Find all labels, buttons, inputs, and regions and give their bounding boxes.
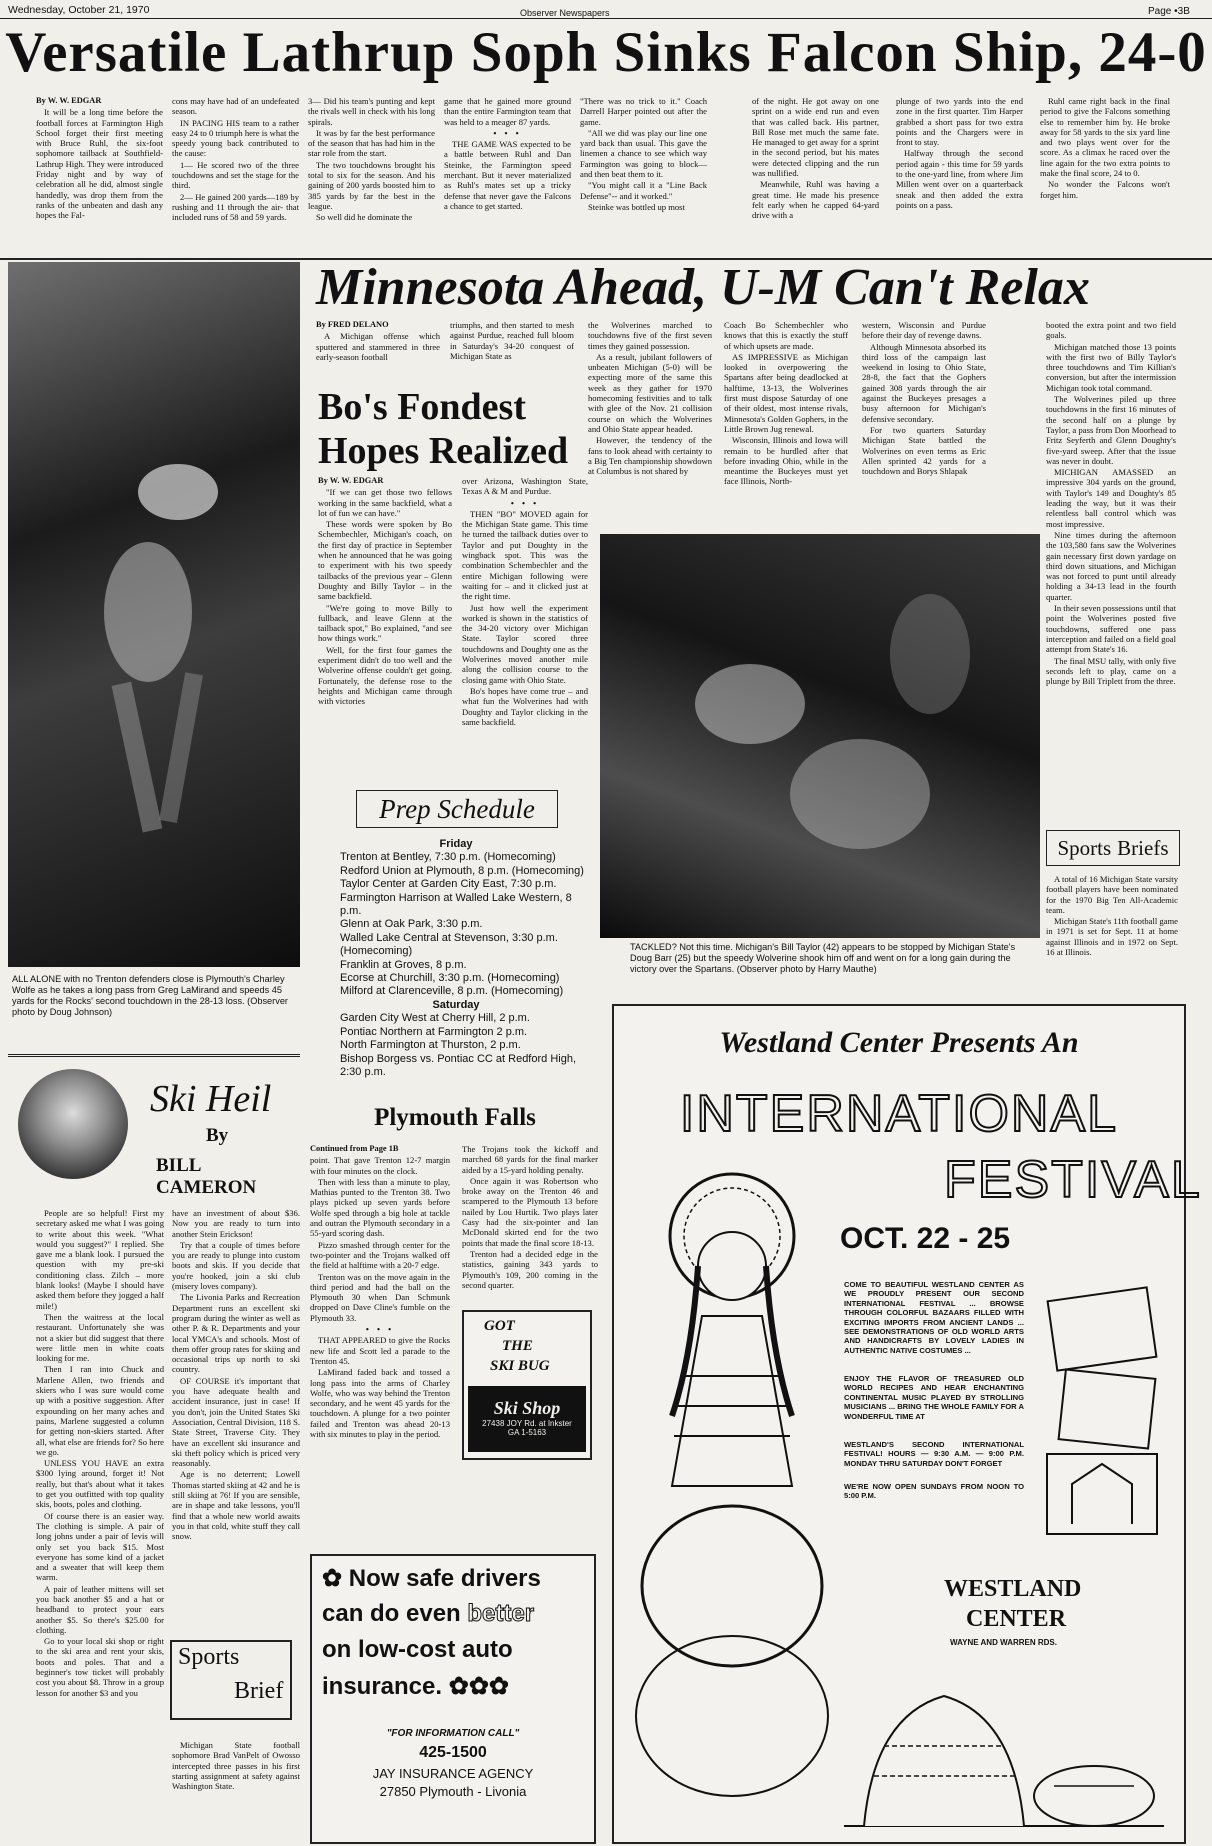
lathrup-col-4 bbox=[444, 96, 571, 254]
sports-briefs-title-2: Briefs bbox=[1117, 835, 1169, 860]
insurance-phone: 425-1500 bbox=[419, 1744, 487, 1761]
paragraph: In their seven possessions until that point the Wolverines posted five touchdowns, suffered one pass interception and failed on a field goal attempt from State's 16. bbox=[1046, 603, 1176, 655]
sports-brief-title-2: Brief bbox=[234, 1678, 284, 1704]
westland-body-4: WE'RE NOW OPEN SUNDAYS FROM NOON TO 5:00 P.M. bbox=[844, 1482, 1024, 1501]
ski-shop-the: THE bbox=[502, 1338, 533, 1354]
schedule-game: Bishop Borgess vs. Pontiac CC at Redford High, 2:30 p.m. bbox=[340, 1052, 577, 1078]
lathrup-col-8 bbox=[1040, 96, 1170, 254]
schedule-game: Pontiac Northern at Farmington 2 p.m. bbox=[340, 1025, 528, 1038]
minnesota-headline: Minnesota Ahead, U-M Can't Relax bbox=[316, 259, 1090, 316]
paragraph: However, the tendency of the fans to look ahead with certainty to a Big Ten championship showdown at Columbus is not shared by bbox=[588, 435, 712, 477]
westland-body-3: WESTLAND'S SECOND INTERNATIONAL FESTIVAL! HOURS — 9:30 A.M. — 9:00 P.M. MONDAY THRU SATURDAY DON'T FORGET bbox=[844, 1440, 1024, 1468]
dots-separator: • • • bbox=[510, 497, 540, 508]
paragraph: Then with less than a minute to play, Mathias punted to the Trenton 38. Two plays picked up seven yards before Wolfe sped through a big hole at tackle and outran the Plymouth secondary in a 55-yard scoring dash. bbox=[310, 1176, 450, 1239]
paragraph: over Arizona, Washington State, Texas A & M and Purdue. bbox=[462, 476, 588, 497]
paragraph: Wisconsin, Illinois and Iowa will remain to be hurdled after that before invading Ohio, while in the meantime the Buckeyes must yet face Illinois, North- bbox=[724, 435, 848, 487]
paragraph: IN PACING HIS team to a rather easy 24 to 0 triumph here is what the speedy young back contributed to the cause: bbox=[172, 117, 299, 159]
lathrup-col-2 bbox=[172, 96, 299, 254]
schedule-game: Garden City West at Cherry Hill, 2 p.m. bbox=[340, 1012, 530, 1025]
paragraph: The two touchdowns brought his total to six for the season. And his gaining of 200 yards boosted him to 385 yards by far the best in the league. bbox=[308, 159, 435, 211]
minnesota-col-2 bbox=[450, 320, 574, 370]
paragraph: Ruhl came right back in the final period to give the Falcons something else to remember him by. He broke away for 58 yards to the six yard line and two plays went over for the score. As a climax he raced over the line again for the two extra points to make the final score, 24 to 0. bbox=[1040, 96, 1170, 179]
paragraph: For two quarters Saturday Michigan State battled the Wolverines on even terms as Eric Allen sprinted 42 yards for a touchdown and Borys Shlapak bbox=[862, 424, 986, 477]
ski-heil-title: Ski Heil bbox=[150, 1078, 272, 1120]
westland-international: INTERNATIONAL bbox=[679, 1085, 1119, 1143]
paragraph: People are so helpful! First my secretary asked me what I was going to write about this week. "What would you suggest?" I replied. She gave me a blank look. I pursued the question with my pre-ski conditioning class. Zilch – more blank looks! (Maybe I should have asked them before they jogged a half mile!) bbox=[36, 1208, 164, 1311]
paragraph: Trenton had a decided edge in the statistics, gaining 343 yards to Plymouth's 109, 200 coming in the second quarter. bbox=[462, 1248, 598, 1290]
paragraph: 2— He gained 200 yards—189 by rushing and 11 through the air- that included runs of 58 and 59 yards. bbox=[172, 191, 299, 223]
lathrup-col-3 bbox=[308, 96, 435, 254]
bos-col-1 bbox=[318, 476, 452, 784]
byline: By W. W. EDGAR bbox=[318, 476, 384, 485]
dots-separator: • • • bbox=[493, 127, 522, 138]
paragraph: "You might call it a "Line Back Defense"-- and it worked." bbox=[580, 180, 707, 201]
insurance-line-2b: better bbox=[467, 1600, 535, 1627]
plymouth-col-2 bbox=[462, 1144, 598, 1304]
ski-heil-header bbox=[8, 1054, 300, 1197]
sports-brief-title-1: Sports bbox=[178, 1644, 240, 1670]
lathrup-headline: Versatile Lathrup Soph Sinks Falcon Ship, 24-0 bbox=[5, 21, 1207, 84]
insurance-line-1 bbox=[322, 1564, 541, 1593]
masthead-page: Page •3B bbox=[1148, 6, 1190, 17]
insurance-line-2a: can do even bbox=[322, 1600, 468, 1627]
paragraph: Bo's hopes have come true – and what fun the Wolverines had with Doughty and Taylor clicking in the same backfield. bbox=[462, 685, 588, 727]
westland-address: WAYNE AND WARREN RDS. bbox=[950, 1638, 1057, 1647]
westland-ad[interactable] bbox=[612, 1004, 1202, 1844]
paragraph: "If we can get those two fellows working in the same backfield, what a lot of fun we can have." bbox=[318, 487, 452, 518]
paragraph: The Livonia Parks and Recreation Department runs an excellent ski program during the winter as well as other P. & R. Departments and your local YMCA's and schools. Most of them offer group rates for skiing and occasional trips up north to ski country. bbox=[172, 1292, 300, 1375]
paragraph: Coach Bo Schembechler who knows that this is exactly the stuff of which upsets are made. bbox=[724, 320, 848, 351]
paragraph: The final MSU tally, with only five seconds left to play, came on a plunge by Bill Triplett from the three. bbox=[1046, 655, 1176, 687]
westland-script-title: Westland Center Presents An bbox=[719, 1026, 1079, 1059]
paragraph: Halfway through the second period again - this time for 59 yards to the one-yard line, from where Jim Millen went over on a quarterback sneak and then added the extra points on a pass. bbox=[896, 148, 1023, 210]
sports-brief-text bbox=[172, 1740, 300, 1838]
paragraph: The Trojans took the kickoff and marched 68 yards for the final marker aided by a 15-yard holding penalty. bbox=[462, 1144, 598, 1175]
ski-shop-phone: GA 1-5163 bbox=[507, 1428, 547, 1437]
paragraph: Michigan matched those 13 points with the first two of Billy Taylor's three touchdowns and Tim Killian's conversion, but after the intermission Michigan took total command. bbox=[1046, 341, 1176, 393]
paragraph: So well did he dominate the bbox=[316, 212, 413, 223]
prep-schedule-title: Prep Schedule bbox=[379, 793, 535, 824]
ski-heil-author: BILL CAMERON bbox=[156, 1155, 257, 1198]
sports-briefs-header bbox=[1046, 830, 1180, 866]
bos-col-2 bbox=[462, 476, 588, 784]
paragraph: booted the extra point and two field goals. bbox=[1046, 320, 1176, 341]
insurance-agency: JAY INSURANCE AGENCY bbox=[372, 1766, 534, 1781]
lathrup-col-6 bbox=[752, 96, 879, 254]
paragraph: AS IMPRESSIVE as Michigan looked in overpowering the Spartans after being deadlocked at halftime, 13-13, the Wolverines first must dispose Saturday of one of their oldest, most intense rivals, Minnesota's Golden Gophers, in the Little Brown Jug renewal. bbox=[724, 351, 848, 434]
westland-body-1: COME TO BEAUTIFUL WESTLAND CENTER AS WE PROUDLY PRESENT OUR SECOND INTERNATIONAL FESTIVAL ... BROWSE THROUGH COLORFUL BAZAARS FILLED WITH EXCITING IMPORTS FROM ANCIENT LANDS ... SEE DEMONSTRATIONS OF OLD WORLD ARTS AND HANDICRAFTS BY LOVELY LADIES IN AUTHENTIC NATIVE COSTUMES ... bbox=[844, 1280, 1024, 1355]
byline: By FRED DELANO bbox=[316, 320, 389, 329]
paragraph: Meanwhile, Ruhl was having a great time. He made his presence felt early when he capped 64-yard drive with a bbox=[752, 179, 879, 221]
photo-plymouth-receiver bbox=[8, 262, 300, 967]
insurance-ad[interactable] bbox=[310, 1554, 596, 1844]
paragraph: Try that a couple of times before you are ready to plunge into custom boots and skis. If you decide that you're hooked, join a ski club (misery loves company). bbox=[172, 1239, 300, 1292]
paragraph: Once again it was Robertson who broke away on the Trenton 46 and scampered to the Plymouth 13 before nailed by Lou Hurtik. Two plays later Casy had the six-pointer and Ian McDonald skirted end for the two points that made the final score 18-13. bbox=[462, 1175, 598, 1248]
paragraph: western, Wisconsin and Purdue before their day of revenge dawns. bbox=[862, 320, 986, 341]
paragraph: OF COURSE it's important that you have adequate health and accident insurance, just in case! If you don't, join the United States Ski Association, Central Division, 118 S. State Street, Traverse City. They have an excellent ski insurance and ski theft policy which is priced very reasonably. bbox=[172, 1375, 300, 1469]
flower-icons: ✿✿✿ bbox=[442, 1673, 510, 1700]
paragraph: It was by far the best performance of the season that has had him in the star role from the start. bbox=[308, 127, 435, 159]
paragraph: THE GAME WAS expected to be a battle between Ruhl and Dan Steinke, the Farmington speed merchant. But it never materialized as Ruhl's mates set up a tricky defense that never gave the Falcons a chance to get started. bbox=[444, 139, 571, 211]
minnesota-col-3 bbox=[588, 320, 712, 532]
lathrup-col-7 bbox=[896, 96, 1023, 254]
dots-separator: • • • bbox=[365, 1324, 395, 1335]
photo-graphic bbox=[8, 262, 300, 967]
flower-icon: ✿ bbox=[322, 1565, 349, 1592]
ski-col-2 bbox=[172, 1208, 300, 1628]
paragraph: These words were spoken by Bo Schembechler, Michigan's coach, on the first day of practice in September when he announced that he was going to experiment with his two speedy tailbacks of the previous year – Glenn Doughty and Billy Taylor – in the same backfield. bbox=[318, 519, 452, 602]
prep-schedule-list bbox=[318, 838, 594, 1078]
schedule-game: Ecorse at Churchill, 3:30 p.m. (Homecoming) bbox=[340, 972, 560, 985]
schedule-game: Trenton at Bentley, 7:30 p.m. (Homecoming) bbox=[340, 851, 556, 864]
schedule-game: Farmington Harrison at Walled Lake Western, 8 p.m. bbox=[340, 891, 572, 918]
ski-shop-banner bbox=[468, 1386, 586, 1452]
schedule-day-friday: Friday bbox=[439, 838, 473, 850]
landmark-postcards-illustration bbox=[1032, 1284, 1172, 1544]
photo2-caption: TACKLED? Not this time. Michigan's Bill Taylor (42) appears to be stopped by Michigan State's Doug Barr (25) but the speedy Wolverine shook him off and went on for a long gain during the victory over the Spartans. (Observer photo by Harry Mauthe) bbox=[630, 942, 1016, 974]
paragraph: the Wolverines marched to touchdowns five of the first seven times they gained possession. bbox=[588, 320, 712, 351]
westland-center-2: CENTER bbox=[966, 1606, 1067, 1632]
paragraph: LaMirand faded back and tossed a long pass into the arms of Charley Wolfe, who was way behind the Trenton secondary, and he went 45 yards for the touchdown. A plunge for a two pointer failed and Trenton was ahead 20-13 with six minutes to play in the period. bbox=[310, 1367, 450, 1440]
festival-lady-illustration bbox=[632, 1156, 832, 1816]
westland-festival: FESTIVAL bbox=[944, 1151, 1202, 1209]
ski-shop-name: Ski Shop bbox=[493, 1398, 561, 1418]
schedule-game: Walled Lake Central at Stevenson, 3:30 p.m. (Homecoming) bbox=[340, 931, 558, 958]
paragraph: Age is no deterrent; Lowell Thomas started skiing at 42 and he is still skiing at 76! If you are sensible, are in shape and take lessons, you'll find that a whole new world awaits you in that cold, white stuff they call snow. bbox=[172, 1469, 300, 1542]
paragraph: Steinke was bottled up most bbox=[588, 201, 685, 212]
paragraph: of the night. He got away on one sprint on a wide end run and even that was called back. His partner, Bill Rose met much the same fate. He managed to get away for a sprint in the second period, but his mates were detected clipping and the run was nullified. bbox=[752, 96, 879, 179]
masthead-paper: Observer Newspapers bbox=[520, 8, 610, 18]
insurance-call: "FOR INFORMATION CALL" bbox=[386, 1728, 520, 1739]
paragraph: Trenton was on the move again in the third period and had the ball on the Plymouth 30 when Dan Schmunk dropped on Dave Cline's fumble on the Plymouth 33. bbox=[310, 1271, 450, 1323]
paragraph: Then the waitress at the local restaurant. Unfortunately she was not a skier but did suggest that there were little men in white coats looking for me. bbox=[36, 1311, 164, 1364]
plymouth-col-1 bbox=[310, 1144, 450, 1472]
paragraph: As a result, jubilant followers of unbeaten Michigan (5-0) will be expecting more of the same this week as they gather for 1970 homecoming festivities and to talk with glee of the Nov. 21 collision course on which the Wolverines and Ohio State appear headed. bbox=[588, 351, 712, 434]
insurance-line-1-text: Now safe drivers bbox=[348, 1565, 541, 1592]
paragraph: game that he gained more ground than the entire Farmington team that was held to a meager 87 yards. bbox=[444, 96, 571, 127]
westland-center-1: WESTLAND bbox=[944, 1576, 1082, 1602]
schedule-game: Milford at Clarenceville, 8 p.m. (Homecoming) bbox=[340, 985, 564, 998]
paragraph: Michigan State's 11th football game in 1971 is set for Sept. 11 at home against Illinois and in 1972 on Sept. 16 at Illinois. bbox=[1046, 916, 1178, 958]
sports-briefs-text bbox=[1046, 874, 1178, 994]
paragraph: have an investment of about $36. Now you are ready to turn into another Stein Erickson! bbox=[172, 1208, 300, 1239]
paragraph: 1— He scored two of the three touchdowns and set the stage for the third. bbox=[172, 159, 299, 191]
westland-body-2: ENJOY THE FLAVOR OF TREASURED OLD WORLD RECIPES AND HEAR ENCHANTING CONTINENTAL MUSIC PLAYED BY STROLLING MUSICIANS ... BRING THE WHOLE FAMILY FOR A WONDERFUL TIME AT bbox=[844, 1374, 1024, 1421]
paragraph: THAT APPEARED to give the Rocks new life and Scott led a parade to the Trenton 45. bbox=[310, 1335, 450, 1366]
photo-tackle bbox=[600, 534, 1040, 938]
minnesota-col-1 bbox=[316, 320, 440, 370]
insurance-line-3: on low-cost auto bbox=[322, 1636, 513, 1663]
paragraph: 3— Did his team's punting and kept the rivals well in check with his long spirals. bbox=[308, 96, 435, 127]
paragraph: plunge of two yards into the end zone in the first quarter. Tim Harper grabbed a short pass for two extra points and the Chargers were in front to stay. bbox=[896, 96, 1023, 148]
prep-schedule-header bbox=[356, 790, 558, 828]
paragraph: "All we did was play our line one yard back than usual. This gave the linemen a chance to see which way Farmington was going to block—and then beat them to it. bbox=[580, 127, 707, 180]
insurance-line-4-text: insurance. bbox=[322, 1673, 443, 1700]
paragraph: Michigan State football sophomore Brad VanPelt of Owosso intercepted three passes in his first starting assignment at safety against Washington State. bbox=[172, 1740, 300, 1792]
paragraph: Go to your local ski shop or right to the ski area and rent your skis, boots and poles. That and a beginner's tow ticket will probably cost you about $8. Throw in a group lesson for another $3 and you bbox=[36, 1636, 164, 1698]
paragraph: Of course there is an easier way. The clothing is simple. A pair of long johns under a pair of levis will only set you back $15. Most everyone has some kind of a jacket and a sweater that will keep them warm. bbox=[36, 1510, 164, 1583]
paragraph: Pizzo smashed through center for the two-pointer and the Trojans walked off the field at halftime with a 20-7 edge. bbox=[310, 1239, 450, 1271]
photo1-caption: ALL ALONE with no Trenton defenders close is Plymouth's Charley Wolfe as he takes a long pass from Greg LaMirand and speeds 45 yards for the Rocks' second touchdown in the 28-13 loss. (Observer photo by Doug Johnson) bbox=[12, 974, 288, 1017]
ski-shop-address: 27438 JOY Rd. at Inkster bbox=[482, 1419, 572, 1428]
sports-brief-box bbox=[170, 1640, 292, 1720]
paragraph: "We're going to move Billy to fullback, and leave Glenn at the tailback spot," Bo explained, "and see how things work." bbox=[318, 602, 452, 644]
schedule-game: Redford Union at Plymouth, 8 p.m. (Homecoming) bbox=[340, 864, 584, 877]
lathrup-col-1 bbox=[36, 96, 163, 254]
lathrup-col-5 bbox=[580, 96, 707, 254]
bos-headline-1: Bo's Fondest bbox=[318, 386, 526, 428]
paragraph: Although Minnesota absorbed its third loss of the campaign last weekend in losing to Ohio State, 28-8, the fact that the Gophers gained 308 yards through the air against the Buckeyes presages a busy afternoon for Michigan's defensive secondary. bbox=[862, 341, 986, 424]
schedule-day-saturday: Saturday bbox=[432, 998, 480, 1011]
insurance-line-2 bbox=[322, 1600, 534, 1628]
byline: By W. W. EDGAR bbox=[36, 96, 102, 105]
ski-heil-by: By bbox=[206, 1125, 229, 1146]
ski-shop-got: GOT bbox=[484, 1318, 515, 1334]
schedule-game: Franklin at Groves, 8 p.m. bbox=[340, 958, 467, 971]
ski-shop-ad[interactable] bbox=[462, 1310, 592, 1460]
schedule-game: Glenn at Oak Park, 3:30 p.m. bbox=[340, 918, 483, 931]
paragraph: A total of 16 Michigan State varsity football players have been nominated for the 1970 Big Ten All-Academic team. bbox=[1046, 874, 1178, 915]
paragraph: Just how well the experiment worked is shown in the statistics of the 34-20 victory over Michigan State. Taylor scored three touchdowns and Doughty one as the Wolverines moved another mile along the collision course to the closing game with Ohio State. bbox=[462, 602, 588, 685]
ski-shop-bug: SKI BUG bbox=[490, 1358, 550, 1374]
paragraph: It will be a long time before the football forces at Farmington High School forget their first meeting with Bruce Ruhl, the six-foot sophomore tailback at Southfield-Lathrup High. They were introduced Friday night and by way of celebration all he did, almost single handedly, was drop them from the ranks of the unbeaten and dash any hopes the Fal- bbox=[36, 107, 163, 221]
minnesota-col-4 bbox=[724, 320, 848, 532]
schedule-game: Taylor Center at Garden City East, 7:30 p.m. bbox=[340, 878, 557, 891]
ski-col-1 bbox=[36, 1208, 164, 1836]
insurance-address: 27850 Plymouth - Livonia bbox=[379, 1784, 527, 1799]
paragraph: Then I ran into Chuck and Marlene Allen, two friends and skiers who I was sure would come up with a positive suggestion. After expounding on her many aches and pains, Marlene suggested a column for getting non-skiers started. After all, what else are friends for? So here we go. bbox=[36, 1364, 164, 1457]
paragraph: point. That gave Trenton 12-7 margin with four minutes on the clock. bbox=[310, 1155, 450, 1176]
minnesota-col-6 bbox=[1046, 320, 1176, 812]
plymouth-headline: Plymouth Falls bbox=[374, 1104, 536, 1131]
westland-dates: OCT. 22 - 25 bbox=[840, 1222, 1011, 1255]
paragraph: "There was no trick to it." Coach Darrell Harper pointed out after the game. bbox=[580, 96, 707, 127]
paragraph: MICHIGAN AMASSED an impressive 304 yards on the ground, with Taylor's 149 and Doughty's 85 leading the way, but it was their relentless ball control which was most impressive. bbox=[1046, 467, 1176, 529]
continued-from: Continued from Page 1B bbox=[310, 1144, 399, 1153]
paragraph: No wonder the Falcons won't forget him. bbox=[1040, 179, 1170, 200]
masthead-rule bbox=[0, 18, 1212, 19]
insurance-line-4 bbox=[322, 1672, 509, 1701]
masthead-date: Wednesday, October 21, 1970 bbox=[8, 4, 150, 16]
sports-briefs-title: Sports bbox=[1057, 835, 1112, 860]
author-portrait bbox=[18, 1069, 128, 1179]
paragraph: triumphs, and then started to mesh against Purdue, reached full bloom in Saturday's 34-20 conquest of Michigan State as bbox=[450, 320, 574, 361]
schedule-game: North Farmington at Thurston, 2 p.m. bbox=[340, 1039, 521, 1052]
paragraph: UNLESS YOU HAVE an extra $300 lying around, forget it! Not really, but that's about what it takes to get you outfitted with top quality skis, boots, poles and clothing. bbox=[36, 1458, 164, 1510]
paragraph: A Michigan offense which sputtered and stammered in three early-season football bbox=[316, 331, 440, 362]
paragraph: cons may have had of an undefeated season. bbox=[172, 96, 299, 117]
paragraph: A pair of leather mittens will set you back another $5 and a hat or headband to protect your ears another $5. So there's $25.00 for clothing. bbox=[36, 1583, 164, 1635]
paragraph: Nine times during the afternoon the 103,580 fans saw the Wolverines gain necessary first down yardage on third down situations, and Michigan was not forced to punt until already holding a 34-13 lead in the fourth quarter. bbox=[1046, 529, 1176, 602]
bazaar-goods-illustration bbox=[834, 1656, 1174, 1836]
paragraph: The Wolverines piled up three touchdowns in the first 16 minutes of the second half on a plunge by Taylor, a pass from Don Moorhead to Fritz Seyferth and Glenn Doughty's five-yard sweep. After that the issue was never in doubt. bbox=[1046, 394, 1176, 466]
photo-graphic bbox=[600, 534, 1040, 938]
paragraph: THEN "BO" MOVED again for the Michigan State game. This time he turned the tailback duties over to Taylor and put Doughty in the wingback spot. This was the combination Schembechler and the entire Michigan following were waiting for – and it clicked just at the right time. bbox=[462, 508, 588, 602]
minnesota-col-5 bbox=[862, 320, 986, 532]
paragraph: Well, for the first four games the experiment didn't do too well and the Wolverine offense couldn't get going. Fortunately, the defense rose to the heights and Michigan came through with victories bbox=[318, 644, 452, 707]
bos-headline-2: Hopes Realized bbox=[318, 430, 569, 472]
